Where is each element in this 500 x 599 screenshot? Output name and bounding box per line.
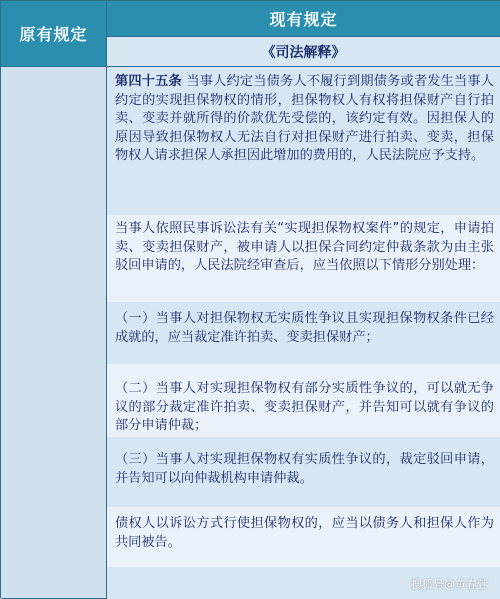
clause-3-paragraph: （三）当事人对实现担保物权有实质性争议的，裁定驳回申请，并告知可以向仲裁机构申请仲裁。 [115,452,494,486]
co-defendant-paragraph: 债权人以诉讼方式行使担保物权的，应当以债务人和担保人作为共同被告。 [115,516,494,550]
watermark: 搜狐号@黄春萱 [411,578,488,591]
article-label: 第四十五条 [115,74,182,89]
article-45-text: 当事人约定当债务人不履行到期债务或者发生当事人约定的实现担保物权的情形，担保物权人有权将担保财产自行拍卖、变卖并就所得的价款优先受偿的，该约定有效。因担保人的原因导致担保物权人无法自行对担保财产进行拍卖、变卖，担保物权人请求担保人承担因此增加的费用的，人民法院应予支持。 [115,74,494,163]
current-provisions-column [107,67,500,599]
clause-1-paragraph: （一）当事人对担保物权无实质性争议且实现担保物权条件已经成就的，应当裁定准许拍卖、变卖担保财产； [115,311,494,345]
original-provisions-header: 原有规定 [1,1,107,67]
article-45-paragraph [115,73,494,166]
judicial-interpretation-subheader: 《司法解释》 [107,37,500,67]
procedure-paragraph: 当事人依照民事诉讼法有关“实现担保物权案件”的规定，申请拍卖、变卖担保财产，被申请人以担保合同约定仲裁条款为由主张驳回申请的，人民法院经审查后，应当依照以下情形分别处理： [115,221,494,273]
clause-2-paragraph: （二）当事人对实现担保物权有部分实质性争议的，可以就无争议的部分裁定准许拍卖、变卖担保财产，并告知可以就有争议的部分申请仲裁； [115,381,494,433]
original-provisions-column [1,67,107,599]
current-provisions-header: 现有规定 [107,1,500,37]
